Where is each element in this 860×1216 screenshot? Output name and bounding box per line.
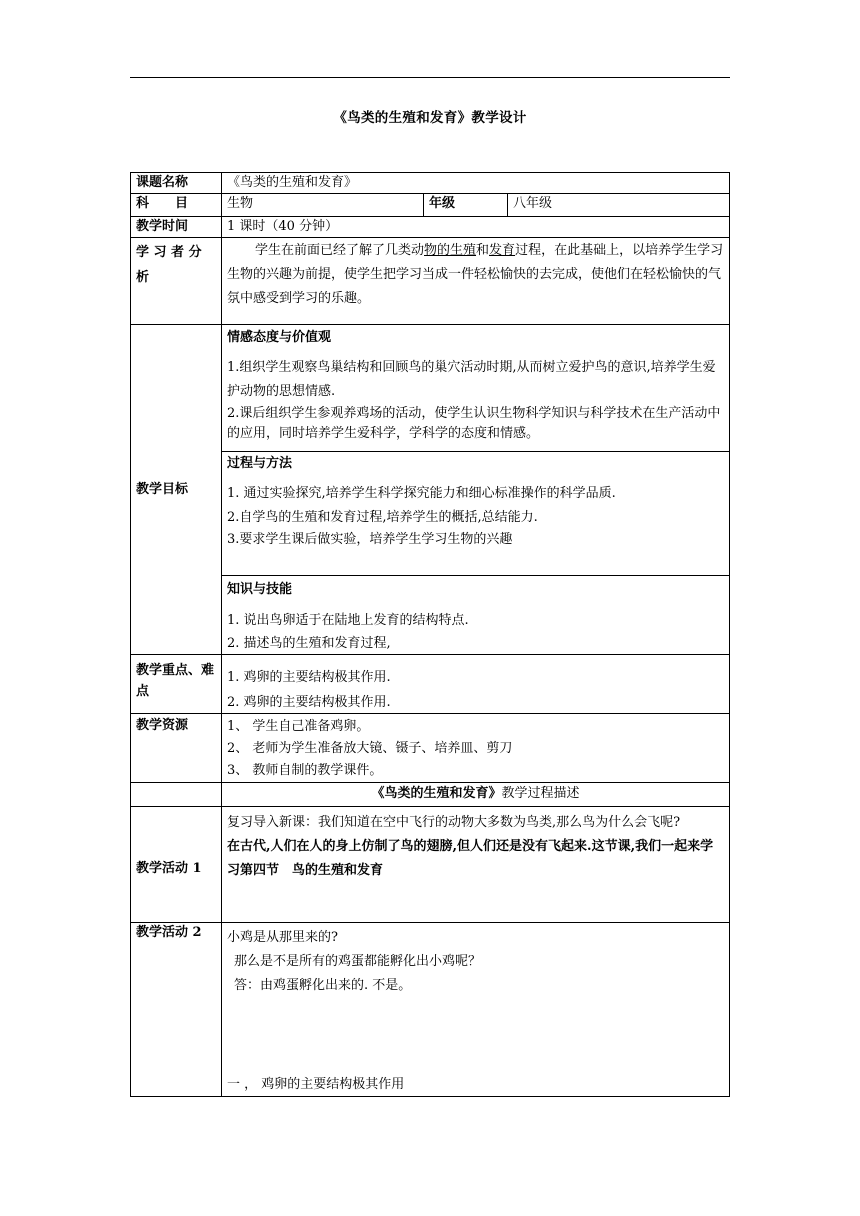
goals-process-cell xyxy=(222,452,730,576)
lesson-plan-table xyxy=(130,172,730,1097)
row-resources xyxy=(131,714,730,783)
resource-2: 2、 老师为学生准备放大镜、镊子、培养皿、剪刀 xyxy=(227,741,513,756)
process-heading: 过程与方法 xyxy=(227,456,293,471)
time-label: 教学时间 xyxy=(131,217,222,238)
process-title-text: 教学过程描述 xyxy=(501,786,580,801)
activity2-q2: 那么是不是所有的鸡蛋都能孵化出小鸡呢？ xyxy=(234,954,482,969)
learner-text-c: 过程，在此基础上，以培养学生学习生物的兴趣为前提，使学生把学习当成一件轻松愉快的去完成，使他们在轻松愉快的气氛中感受到学习的乐趣。 xyxy=(227,243,724,306)
resource-3: 3、 教师自制的教学课件。 xyxy=(227,763,383,778)
process-title xyxy=(222,783,730,807)
key-points-label: 教学重点、难点 xyxy=(131,655,222,714)
process-item-2: 2.自学鸟的生殖和发育过程,培养学生的概括,总结能力. xyxy=(227,510,538,525)
emotion-heading: 情感态度与价值观 xyxy=(227,330,332,345)
knowledge-item-1: 1. 说出鸟卵适于在陆地上发育的结构特点. xyxy=(227,613,469,628)
row-activity-2 xyxy=(131,923,730,1097)
process-title-book: 《鸟类的生殖和发育》 xyxy=(371,786,502,801)
activity1-bold: 在古代,人们在人的身上仿制了鸟的翅膀,但人们还是没有飞起来.这节课,我们一起来学习第四节 鸟的生殖和发育 xyxy=(227,839,714,878)
activity1-label: 教学活动 1 xyxy=(131,807,222,923)
goals-knowledge-cell xyxy=(222,576,730,655)
activity2-section: 一 ， 鸡卵的主要结构极其作用 xyxy=(227,1077,405,1092)
row-topic xyxy=(131,173,730,194)
activity2-answer: 答：由鸡蛋孵化出来的. 不是。 xyxy=(234,978,412,993)
row-time xyxy=(131,217,730,238)
learner-text-u1: 物的生殖 xyxy=(424,243,477,258)
grade-label: 年级 xyxy=(424,194,508,217)
knowledge-heading: 知识与技能 xyxy=(227,582,293,597)
learner-text xyxy=(222,238,730,325)
learner-label: 学 习 者 分 析 xyxy=(131,238,222,325)
row-goals-emotion xyxy=(131,325,730,452)
row-activity-1 xyxy=(131,807,730,923)
process-title-blank xyxy=(131,783,222,807)
topic-value: 《鸟类的生殖和发育》 xyxy=(222,173,730,194)
page-title: 《鸟类的生殖和发育》教学设计 xyxy=(333,110,527,126)
header-rule xyxy=(130,77,730,78)
process-item-3: 3.要求学生课后做实验，培养学生学习生物的兴趣 xyxy=(227,532,513,547)
row-process-title xyxy=(131,783,730,807)
activity2-q1: 小鸡是从那里来的? xyxy=(227,930,338,945)
knowledge-item-2: 2. 描述鸟的生殖和发育过程, xyxy=(227,636,391,651)
subject-value: 生物 xyxy=(222,194,424,217)
goals-label: 教学目标 xyxy=(131,325,222,655)
subject-label: 科 目 xyxy=(131,194,222,217)
key-point-1: 1. 鸡卵的主要结构极其作用. xyxy=(227,670,391,685)
resources-label: 教学资源 xyxy=(131,714,222,783)
row-key-points xyxy=(131,655,730,714)
learner-text-a: 学生在前面已经了解了几类动 xyxy=(255,243,425,258)
key-points-cell xyxy=(222,655,730,714)
resource-1: 1、 学生自己准备鸡卵。 xyxy=(227,719,370,734)
learner-text-b: 和 xyxy=(476,243,490,258)
activity2-label: 教学活动 2 xyxy=(131,923,222,1097)
row-learner xyxy=(131,238,730,325)
time-value: 1 课时（40 分钟） xyxy=(222,217,730,238)
activity1-cell xyxy=(222,807,730,923)
learner-text-u2: 发育 xyxy=(489,243,516,258)
row-subject xyxy=(131,194,730,217)
emotion-item-1: 1.组织学生观察鸟巢结构和回顾鸟的巢穴活动时期,从而树立爱护鸟的意识,培养学生爱护动物的思想情感. xyxy=(227,360,716,399)
process-item-1: 1. 通过实验探究,培养学生科学探究能力和细心标准操作的科学品质. xyxy=(227,486,616,501)
key-point-2: 2. 鸡卵的主要结构极其作用. xyxy=(227,695,391,710)
activity2-cell xyxy=(222,923,730,1097)
topic-label: 课题名称 xyxy=(131,173,222,194)
emotion-item-2: 2.课后组织学生参观养鸡场的活动，使学生认识生物科学知识与科学技术在生产活动中的应用，同时培养学生爱科学，学科学的态度和情感。 xyxy=(227,406,721,441)
resources-cell xyxy=(222,714,730,783)
grade-value: 八年级 xyxy=(508,194,730,217)
activity1-intro: 复习导入新课：我们知道在空中飞行的动物大多数为鸟类,那么鸟为什么会飞呢? xyxy=(227,815,681,830)
goals-emotion-cell xyxy=(222,325,730,452)
